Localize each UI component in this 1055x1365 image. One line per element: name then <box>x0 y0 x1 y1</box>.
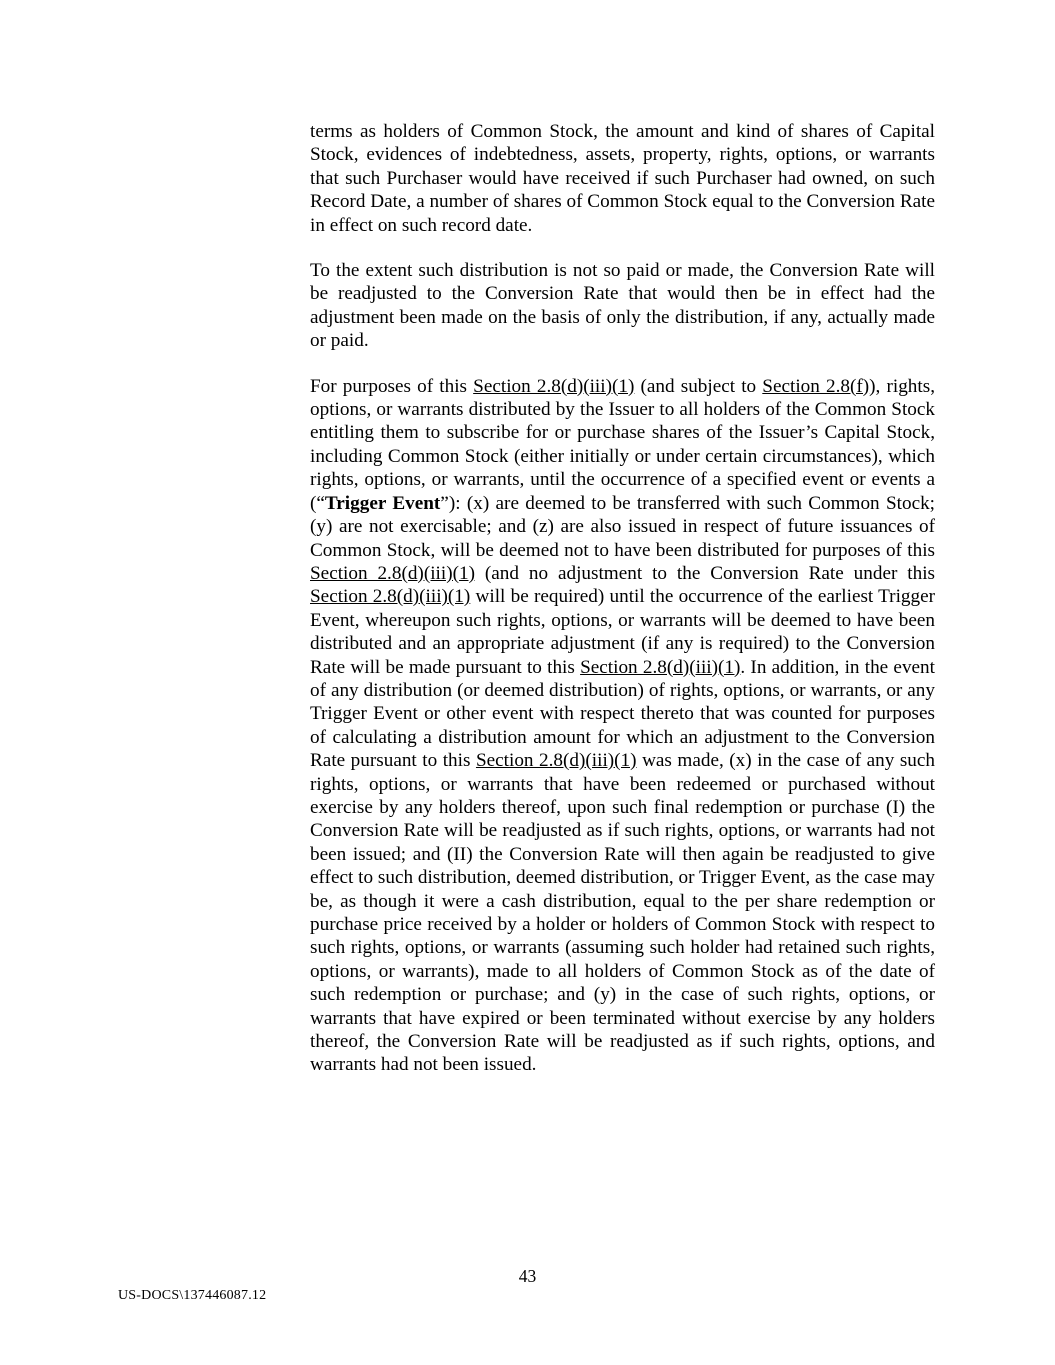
text-fragment: ”): (x) are deemed to be transferred with such Common Stock; (y) are not exercisable; and (z) are also issued in respect of future issuances of Common Stock, will be deemed not to have been distributed for purposes of this <box>310 492 936 561</box>
paragraph-1: terms as holders of Common Stock, the amount and kind of shares of Capital Stock, evidences of indebtedness, assets, property, rights, options, or warrants that such Purchaser would have received if such Purchaser had owned, on such Record Date, a number of shares of Common Stock equal to the Conversion Rate in effect on such record date. <box>310 121 935 236</box>
text-fragment: was made, (x) in the case of any such rights, options, or warrants that have been redeemed or purchased without exercise by any holders thereof, upon such final redemption or purchase (I) the Conversion Rate will be readjusted as if such rights, options, or warrants had not been issued; and (II) the Conversion Rate will then again be readjusted to give effect to such distribution, deemed distribution, or Trigger Event, as the case may be, as though it were a cash distribution, equal to the per share redemption or purchase price received by a holder or holders of Common Stock with respect to such rights, options, or warrants (assuming such holder had retained such rights, options, or warrants), made to all holders of Common Stock as of the date of such redemption or purchase; and (y) in the case of such rights, options, or warrants that have expired or been terminated without exercise by any holders thereof, the Conversion Rate will be readjusted as if such rights, options, and warrants had not been issued. <box>310 750 935 1076</box>
section-reference: Section 2.8(d)(iii)(1) <box>310 586 471 608</box>
text-fragment: . In addition, in the event of any distribution (or deemed distribution) of rights, options, or warrants, or any Trigger Event or other event with respect thereto that was counted for purposes of calculating a distribution amount for which an adjustment to the Conversion Rate pursuant to this <box>310 656 935 772</box>
footer-document-code: US-DOCS\137446087.12 <box>118 1288 267 1303</box>
text-fragment: For purposes of this <box>310 375 474 397</box>
text-fragment: (and no adjustment to the Conversion Rate under this <box>474 562 935 584</box>
paragraph-2: To the extent such distribution is not so paid or made, the Conversion Rate will be readjusted to the Conversion Rate that would then be in effect had the adjustment been made on the basis of only the distribution, if any, actually made or paid. <box>310 260 935 352</box>
section-reference: Section 2.8(d)(iii)(1) <box>475 750 637 772</box>
section-reference: Section 2.8(d)(iii)(1) <box>310 562 475 584</box>
section-reference: Section 2.8(d)(iii)(1) <box>473 375 635 397</box>
page-number: 43 <box>518 1266 537 1286</box>
paragraph-3 <box>310 375 935 1077</box>
text-fragment: will be required) until the occurrence of the earliest Trigger Event, whereupon such rights, options, or warrants will be deemed to have been distributed and an appropriate adjustment (if any is required) to the Conversion Rate will be made pursuant to this <box>310 586 935 678</box>
text-fragment: (and subject to <box>634 375 763 397</box>
defined-term: Trigger Event <box>324 492 441 514</box>
section-reference: Section 2.8(d)(iii)(1) <box>580 656 741 678</box>
section-reference: Section 2.8(f) <box>762 375 870 397</box>
text-fragment: ), rights, options, or warrants distributed by the Issuer to all holders of the Common Stock entitling them to subscribe for or purchase shares of the Issuer’s Capital Stock, including Common Stock (either initially or under certain circumstances), which rights, options, or warrants, until the occurrence of a specified event or events a (“ <box>310 375 935 514</box>
page-body <box>310 120 935 1077</box>
